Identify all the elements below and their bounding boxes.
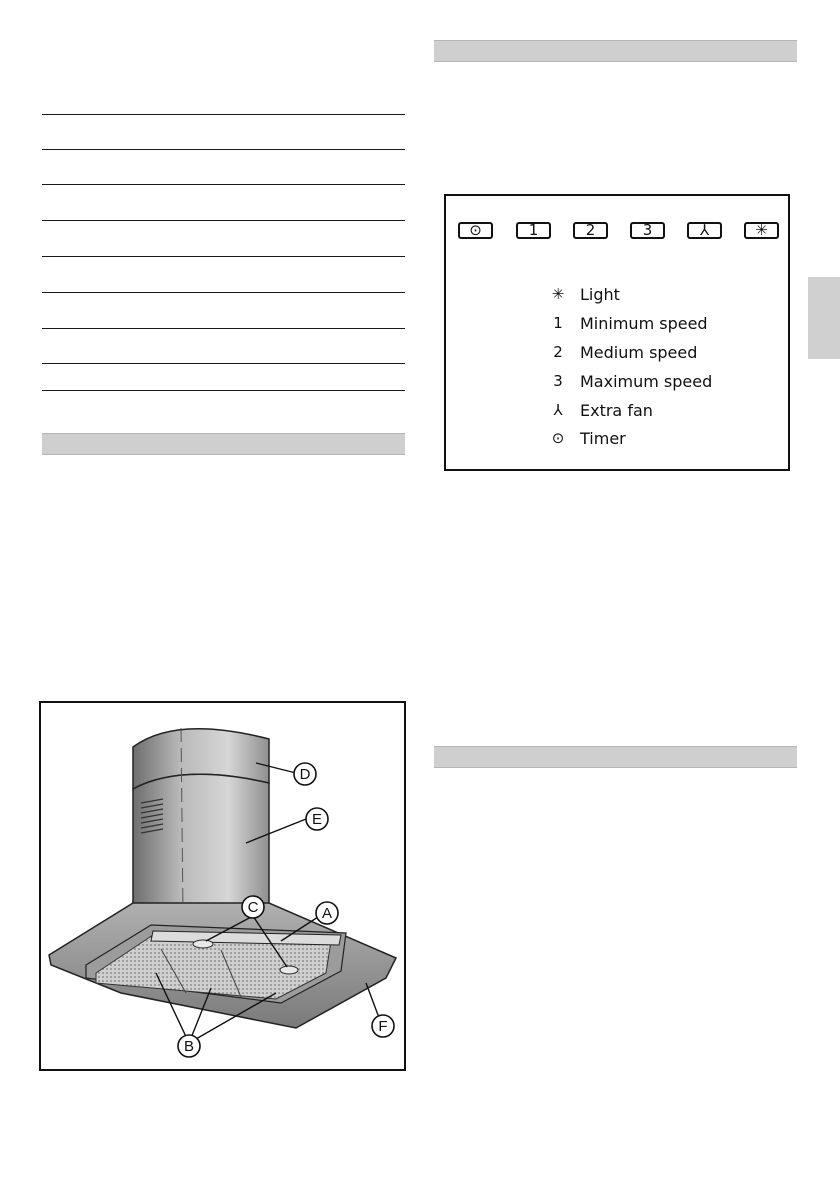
legend-row-light — [544, 282, 620, 306]
cooker-hood-illustration — [39, 701, 406, 1071]
speed-3-button[interactable]: 3 — [630, 222, 665, 239]
legend-row-min-speed — [544, 311, 708, 335]
hood-light — [193, 940, 213, 948]
legend-label: Medium speed — [580, 342, 698, 362]
table-rule-1 — [42, 114, 405, 115]
table-rule-8 — [42, 363, 405, 364]
callout-B: B — [183, 1038, 195, 1055]
extra-fan-button[interactable]: ⅄ — [687, 222, 722, 239]
speed-2-symbol: 2 — [553, 343, 563, 361]
table-rule-6 — [42, 292, 405, 293]
section-header-bar-bottom-right — [434, 746, 797, 768]
table-rule-4 — [42, 220, 405, 221]
speed-2-button[interactable]: 2 — [573, 222, 608, 239]
fan-icon: ⅄ — [553, 401, 563, 419]
callout-D: D — [299, 766, 311, 783]
legend-row-timer — [544, 426, 626, 450]
section-header-bar-top-right — [434, 40, 797, 62]
legend-row-extra-fan — [544, 398, 653, 422]
legend-label: Minimum speed — [580, 313, 708, 333]
table-rule-7 — [42, 328, 405, 329]
speed-3-symbol: 3 — [553, 372, 563, 390]
hood-light — [280, 966, 298, 974]
speed-1-button[interactable]: 1 — [516, 222, 551, 239]
light-icon: ✳ — [551, 285, 565, 303]
legend-label: Extra fan — [580, 400, 653, 420]
callout-C: C — [247, 899, 259, 916]
hood-drawing — [41, 703, 404, 1069]
table-rule-3 — [42, 184, 405, 185]
legend-row-max-speed — [544, 369, 712, 393]
control-panel-diagram — [444, 194, 790, 471]
table-rule-2 — [42, 149, 405, 150]
callout-A: A — [321, 905, 333, 922]
table-rule-9 — [42, 390, 405, 391]
legend-label: Light — [580, 284, 620, 304]
timer-button[interactable]: ⊙ — [458, 222, 493, 239]
section-header-bar-left — [42, 433, 405, 455]
table-rule-5 — [42, 256, 405, 257]
callout-E: E — [311, 811, 323, 828]
speed-1-symbol: 1 — [553, 314, 563, 332]
legend-label: Maximum speed — [580, 371, 713, 391]
light-button[interactable]: ✳ — [744, 222, 779, 239]
side-tab — [808, 277, 840, 359]
legend-label: Timer — [580, 428, 626, 448]
legend-row-medium-speed — [544, 340, 697, 364]
timer-icon: ⊙ — [551, 429, 565, 447]
lower-chimney — [133, 774, 269, 915]
callout-F: F — [378, 1018, 388, 1035]
